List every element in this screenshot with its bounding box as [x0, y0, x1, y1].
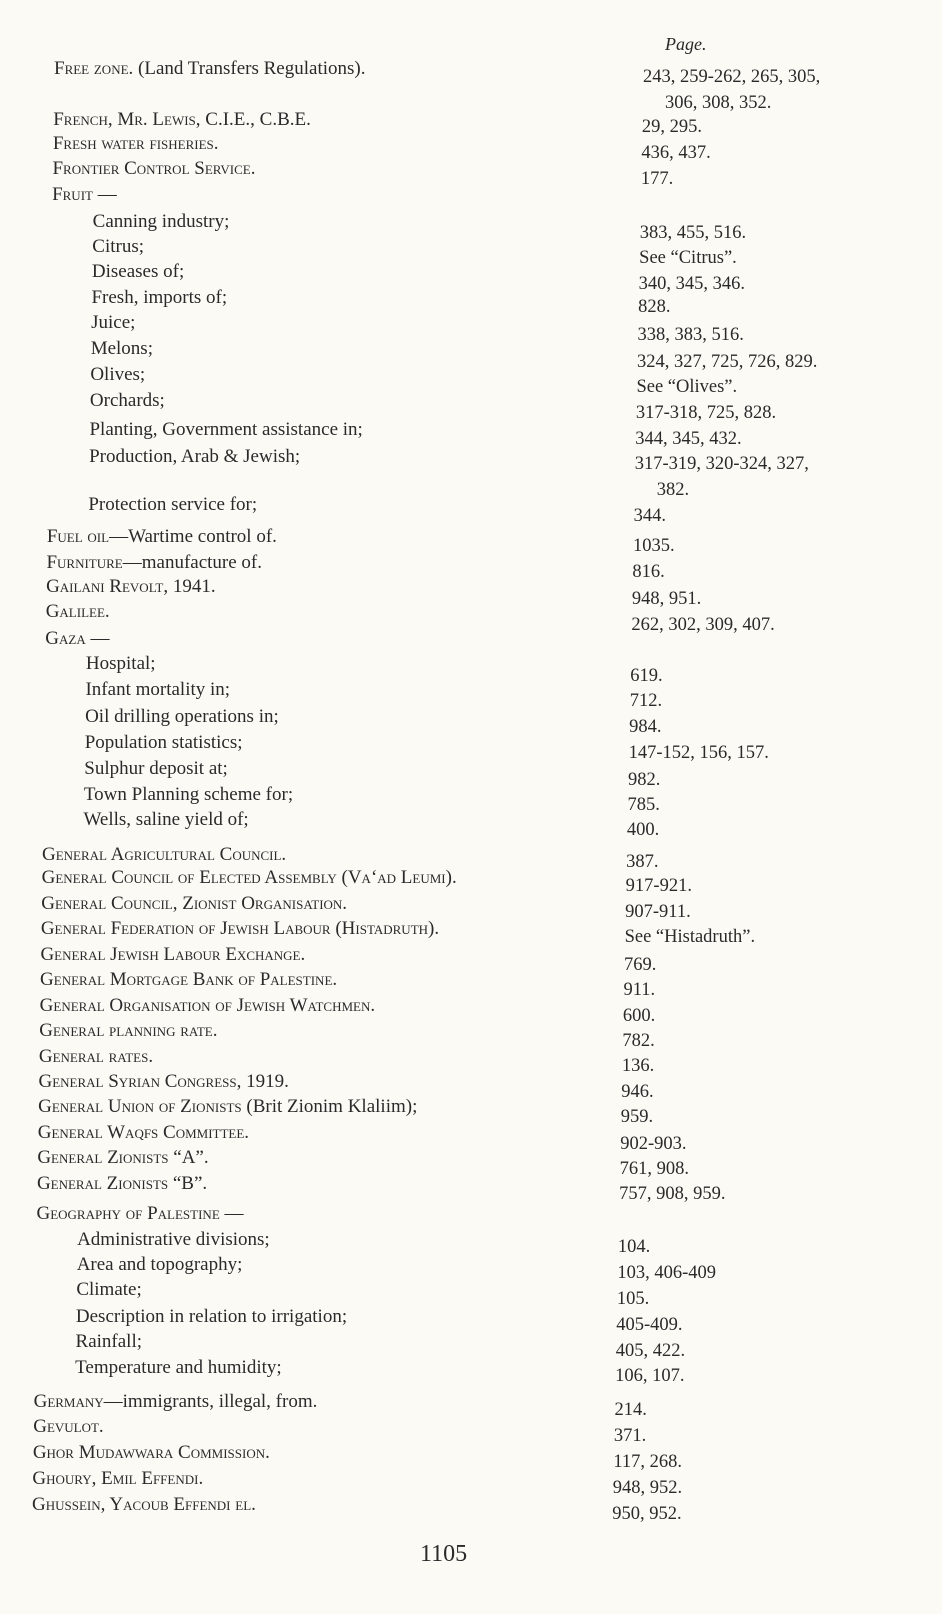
entry-text: Planting, Government assistance in;: [89, 419, 363, 440]
entry-pages: 1035.: [632, 536, 675, 556]
entry-heading: General Zionists “A”.: [37, 1147, 209, 1168]
entry-text: Oil drilling operations in;: [85, 706, 279, 727]
entry-pages: 950, 952.: [612, 1504, 682, 1524]
entry-pages: See “Histadruth”.: [624, 927, 756, 947]
entry-pages: 782.: [622, 1031, 655, 1051]
entry-pages: 948, 951.: [631, 589, 702, 609]
entry-heading: Gailani Revolt, 1941.: [46, 576, 216, 597]
entry-term: [39, 1020, 217, 1042]
entry-text: Canning industry;: [92, 211, 230, 232]
entry-term: [42, 844, 286, 866]
entry-heading: Gaza: [45, 628, 86, 649]
entry-term: [53, 133, 219, 155]
entry-heading: General Jewish Labour Exchange.: [40, 944, 306, 965]
entry-text: Population statistics;: [84, 732, 243, 753]
entry-term: [75, 1357, 282, 1379]
entry-heading: General Mortgage Bank of Palestine.: [40, 969, 338, 990]
entry-pages: 600.: [622, 1006, 656, 1026]
entry-heading: General Federation of Jewish Labour (Histadruth).: [40, 918, 440, 939]
entry-text: —: [85, 628, 110, 649]
entry-term: [84, 784, 293, 806]
entry-heading: General Organisation of Jewish Watchmen.: [39, 995, 376, 1016]
entry-heading: General Waqfs Committee.: [37, 1122, 250, 1143]
entry-pages: 344.: [633, 506, 667, 526]
entry-text: Diseases of;: [91, 261, 185, 282]
entry-heading: General Zionists “B”.: [36, 1173, 208, 1194]
entry-pages: 959.: [620, 1107, 654, 1127]
entry-pages: See “Olives”.: [636, 377, 738, 397]
entry-term: [92, 236, 144, 258]
entry-pages: 982.: [628, 770, 661, 790]
entry-term: [84, 809, 249, 831]
entry-pages: 147-152, 156, 157.: [628, 743, 769, 763]
entry-term: [46, 552, 262, 574]
entry-text: —immigrants, illegal, from.: [103, 1391, 318, 1412]
entry-pages: 405-409.: [616, 1315, 683, 1335]
entry-text: Administrative divisions;: [77, 1229, 270, 1250]
entry-term: [53, 109, 311, 131]
entry-text: Sulphur deposit at;: [84, 758, 228, 779]
entry-pages: 619.: [630, 666, 663, 686]
entry-pages: 103, 406-409: [617, 1263, 717, 1283]
entry-pages: 436, 437.: [641, 143, 711, 163]
entry-pages: See “Citrus”.: [639, 248, 737, 268]
entry-pages: 911.: [623, 980, 656, 1000]
entry-text: Production, Arab & Jewish;: [89, 446, 301, 467]
entry-pages: 761, 908.: [619, 1159, 690, 1179]
entry-text: —Wartime control of.: [109, 526, 277, 547]
entry-term: [38, 1122, 249, 1144]
entry-heading: General Syrian Congress, 1919.: [38, 1071, 289, 1092]
entry-pages: 317-319, 320-324, 327,: [634, 454, 809, 474]
entry-term: [52, 158, 255, 180]
entry-pages: 769.: [624, 955, 657, 975]
entry-pages: 984.: [629, 717, 662, 737]
entry-term: [32, 1494, 256, 1516]
entry-pages: 828.: [638, 297, 671, 317]
entry-pages: 104.: [617, 1237, 651, 1257]
entry-pages: 29, 295.: [641, 117, 703, 137]
entry-text: Olives;: [90, 364, 146, 385]
entry-text: Hospital;: [85, 653, 156, 674]
entry-pages: 262, 302, 309, 407.: [631, 615, 775, 635]
entry-pages: 917-921.: [625, 876, 692, 896]
entry-text: —: [92, 184, 117, 205]
entry-term: [37, 1173, 207, 1195]
entry-term: [85, 732, 243, 754]
entry-term: [89, 446, 300, 468]
entry-pages: 405, 422.: [615, 1341, 686, 1361]
entry-pages: 106, 107.: [615, 1366, 685, 1386]
entry-text: Orchards;: [89, 390, 165, 411]
entry-heading: General planning rate.: [39, 1020, 218, 1041]
entry-term: [91, 338, 153, 360]
entry-text: —: [219, 1203, 244, 1224]
entry-pages-continued: 382.: [656, 480, 690, 500]
entry-text: Juice;: [91, 312, 136, 333]
entry-pages: 243, 259-262, 265, 305,: [643, 67, 821, 87]
entry-text: Citrus;: [92, 236, 144, 257]
entry-text: Temperature and humidity;: [75, 1357, 282, 1378]
entry-term: [34, 1391, 318, 1413]
entry-term: [45, 628, 109, 650]
entry-term: [37, 1147, 208, 1169]
entry-term: [77, 1254, 243, 1276]
entry-term: [42, 867, 457, 889]
entry-heading: Gevulot.: [33, 1416, 104, 1437]
entry-pages: 757, 908, 959.: [619, 1184, 726, 1204]
entry-heading: General Council of Elected Assembly (Va‘ad Leumi).: [41, 867, 457, 888]
entry-term: [40, 995, 375, 1017]
entry-term: [93, 211, 230, 233]
entry-term: [33, 1416, 103, 1438]
entry-heading: General Council, Zionist Organisation.: [41, 893, 348, 914]
entry-heading: Fresh water fisheries.: [52, 133, 219, 154]
entry-text: (Land Transfers Regulations).: [133, 58, 366, 79]
entry-pages: 816.: [632, 562, 665, 582]
entry-pages: 907-911.: [625, 902, 691, 922]
entry-pages: 948, 952.: [612, 1478, 683, 1498]
entry-pages: 338, 383, 516.: [637, 325, 744, 345]
entry-heading: Fuel oil: [46, 526, 110, 547]
entry-pages: 214.: [614, 1400, 647, 1420]
entry-term: [46, 601, 110, 623]
entry-text: Protection service for;: [88, 494, 258, 515]
entry-heading: Germany: [33, 1391, 104, 1412]
entry-text: —manufacture of.: [122, 552, 263, 573]
entry-pages: 785.: [627, 795, 660, 815]
entry-term: [91, 312, 135, 334]
entry-pages-continued: 306, 308, 352.: [665, 93, 772, 113]
entry-pages: 105.: [616, 1289, 650, 1309]
entry-text: Climate;: [76, 1279, 142, 1300]
entry-pages: 136.: [621, 1056, 655, 1076]
entry-pages: 371.: [613, 1426, 647, 1446]
entry-pages: 317-318, 725, 828.: [635, 403, 777, 423]
entry-text: Wells, saline yield of;: [83, 809, 249, 830]
entry-heading: Fruit: [52, 184, 93, 205]
entry-pages: 902-903.: [620, 1134, 687, 1154]
entry-term: [41, 893, 347, 915]
entry-heading: Free zone.: [54, 58, 134, 79]
entry-term: [39, 1046, 153, 1068]
entry-term: [40, 944, 305, 966]
entry-heading: General rates.: [38, 1046, 154, 1067]
entry-pages: 117, 268.: [613, 1452, 683, 1472]
entry-term: [86, 653, 156, 675]
entry-term: [76, 1279, 141, 1301]
entry-pages: 387.: [626, 852, 659, 872]
page-column-header: Page.: [665, 34, 707, 54]
entry-term: [89, 419, 362, 441]
entry-heading: French, Mr. Lewis, C.I.E., C.B.E.: [53, 109, 311, 130]
entry-pages: 177.: [640, 169, 674, 189]
entry-term: [38, 1096, 417, 1118]
entry-text: (Brit Zionim Klaliim);: [241, 1096, 418, 1117]
entry-term: [91, 287, 227, 309]
entry-heading: General Agricultural Council.: [41, 844, 287, 865]
entry-term: [32, 1468, 203, 1490]
entry-term: [85, 706, 279, 728]
page-number: 1105: [420, 1541, 468, 1567]
entry-term: [54, 58, 365, 80]
entry-pages: 383, 455, 516.: [639, 223, 747, 243]
entry-term: [41, 918, 439, 940]
entry-heading: Frontier Control Service.: [52, 158, 256, 179]
entry-heading: Furniture: [46, 552, 123, 573]
entry-term: [46, 576, 216, 598]
entry-pages: 712.: [629, 691, 663, 711]
entry-term: [76, 1306, 347, 1328]
entry-term: [92, 261, 184, 283]
entry-term: [76, 1331, 142, 1353]
entry-text: Infant mortality in;: [85, 679, 231, 700]
entry-term: [40, 969, 337, 991]
entry-term: [47, 526, 277, 548]
entry-pages: 400.: [626, 820, 660, 840]
entry-text: Fresh, imports of;: [91, 287, 228, 308]
entry-pages: 340, 345, 346.: [638, 274, 746, 294]
entry-term: [77, 1229, 270, 1251]
entry-heading: General Union of Zionists: [38, 1096, 242, 1117]
entry-heading: Ghussein, Yacoub Effendi el.: [32, 1494, 256, 1515]
entry-term: [84, 758, 228, 780]
entry-term: [88, 494, 257, 516]
entry-text: Area and topography;: [76, 1254, 243, 1275]
entry-heading: Galilee.: [45, 601, 110, 622]
entry-text: Town Planning scheme for;: [83, 784, 294, 805]
entry-heading: Ghor Mudawwara Commission.: [32, 1442, 270, 1463]
entry-term: [90, 390, 165, 412]
entry-pages: 946.: [621, 1082, 654, 1102]
entry-term: [85, 679, 230, 701]
entry-pages: 324, 327, 725, 726, 829.: [637, 352, 818, 372]
entry-term: [90, 364, 145, 386]
entry-term: [39, 1071, 289, 1093]
entry-pages: 344, 345, 432.: [635, 429, 742, 449]
entry-text: Description in relation to irrigation;: [75, 1306, 348, 1327]
entry-heading: Geography of Palestine: [36, 1203, 220, 1224]
entry-term: [36, 1203, 243, 1225]
entry-text: Melons;: [90, 338, 153, 359]
entry-term: [52, 184, 117, 206]
entry-text: Rainfall;: [75, 1331, 142, 1352]
entry-term: [33, 1442, 270, 1464]
entry-heading: Ghoury, Emil Effendi.: [32, 1468, 204, 1489]
